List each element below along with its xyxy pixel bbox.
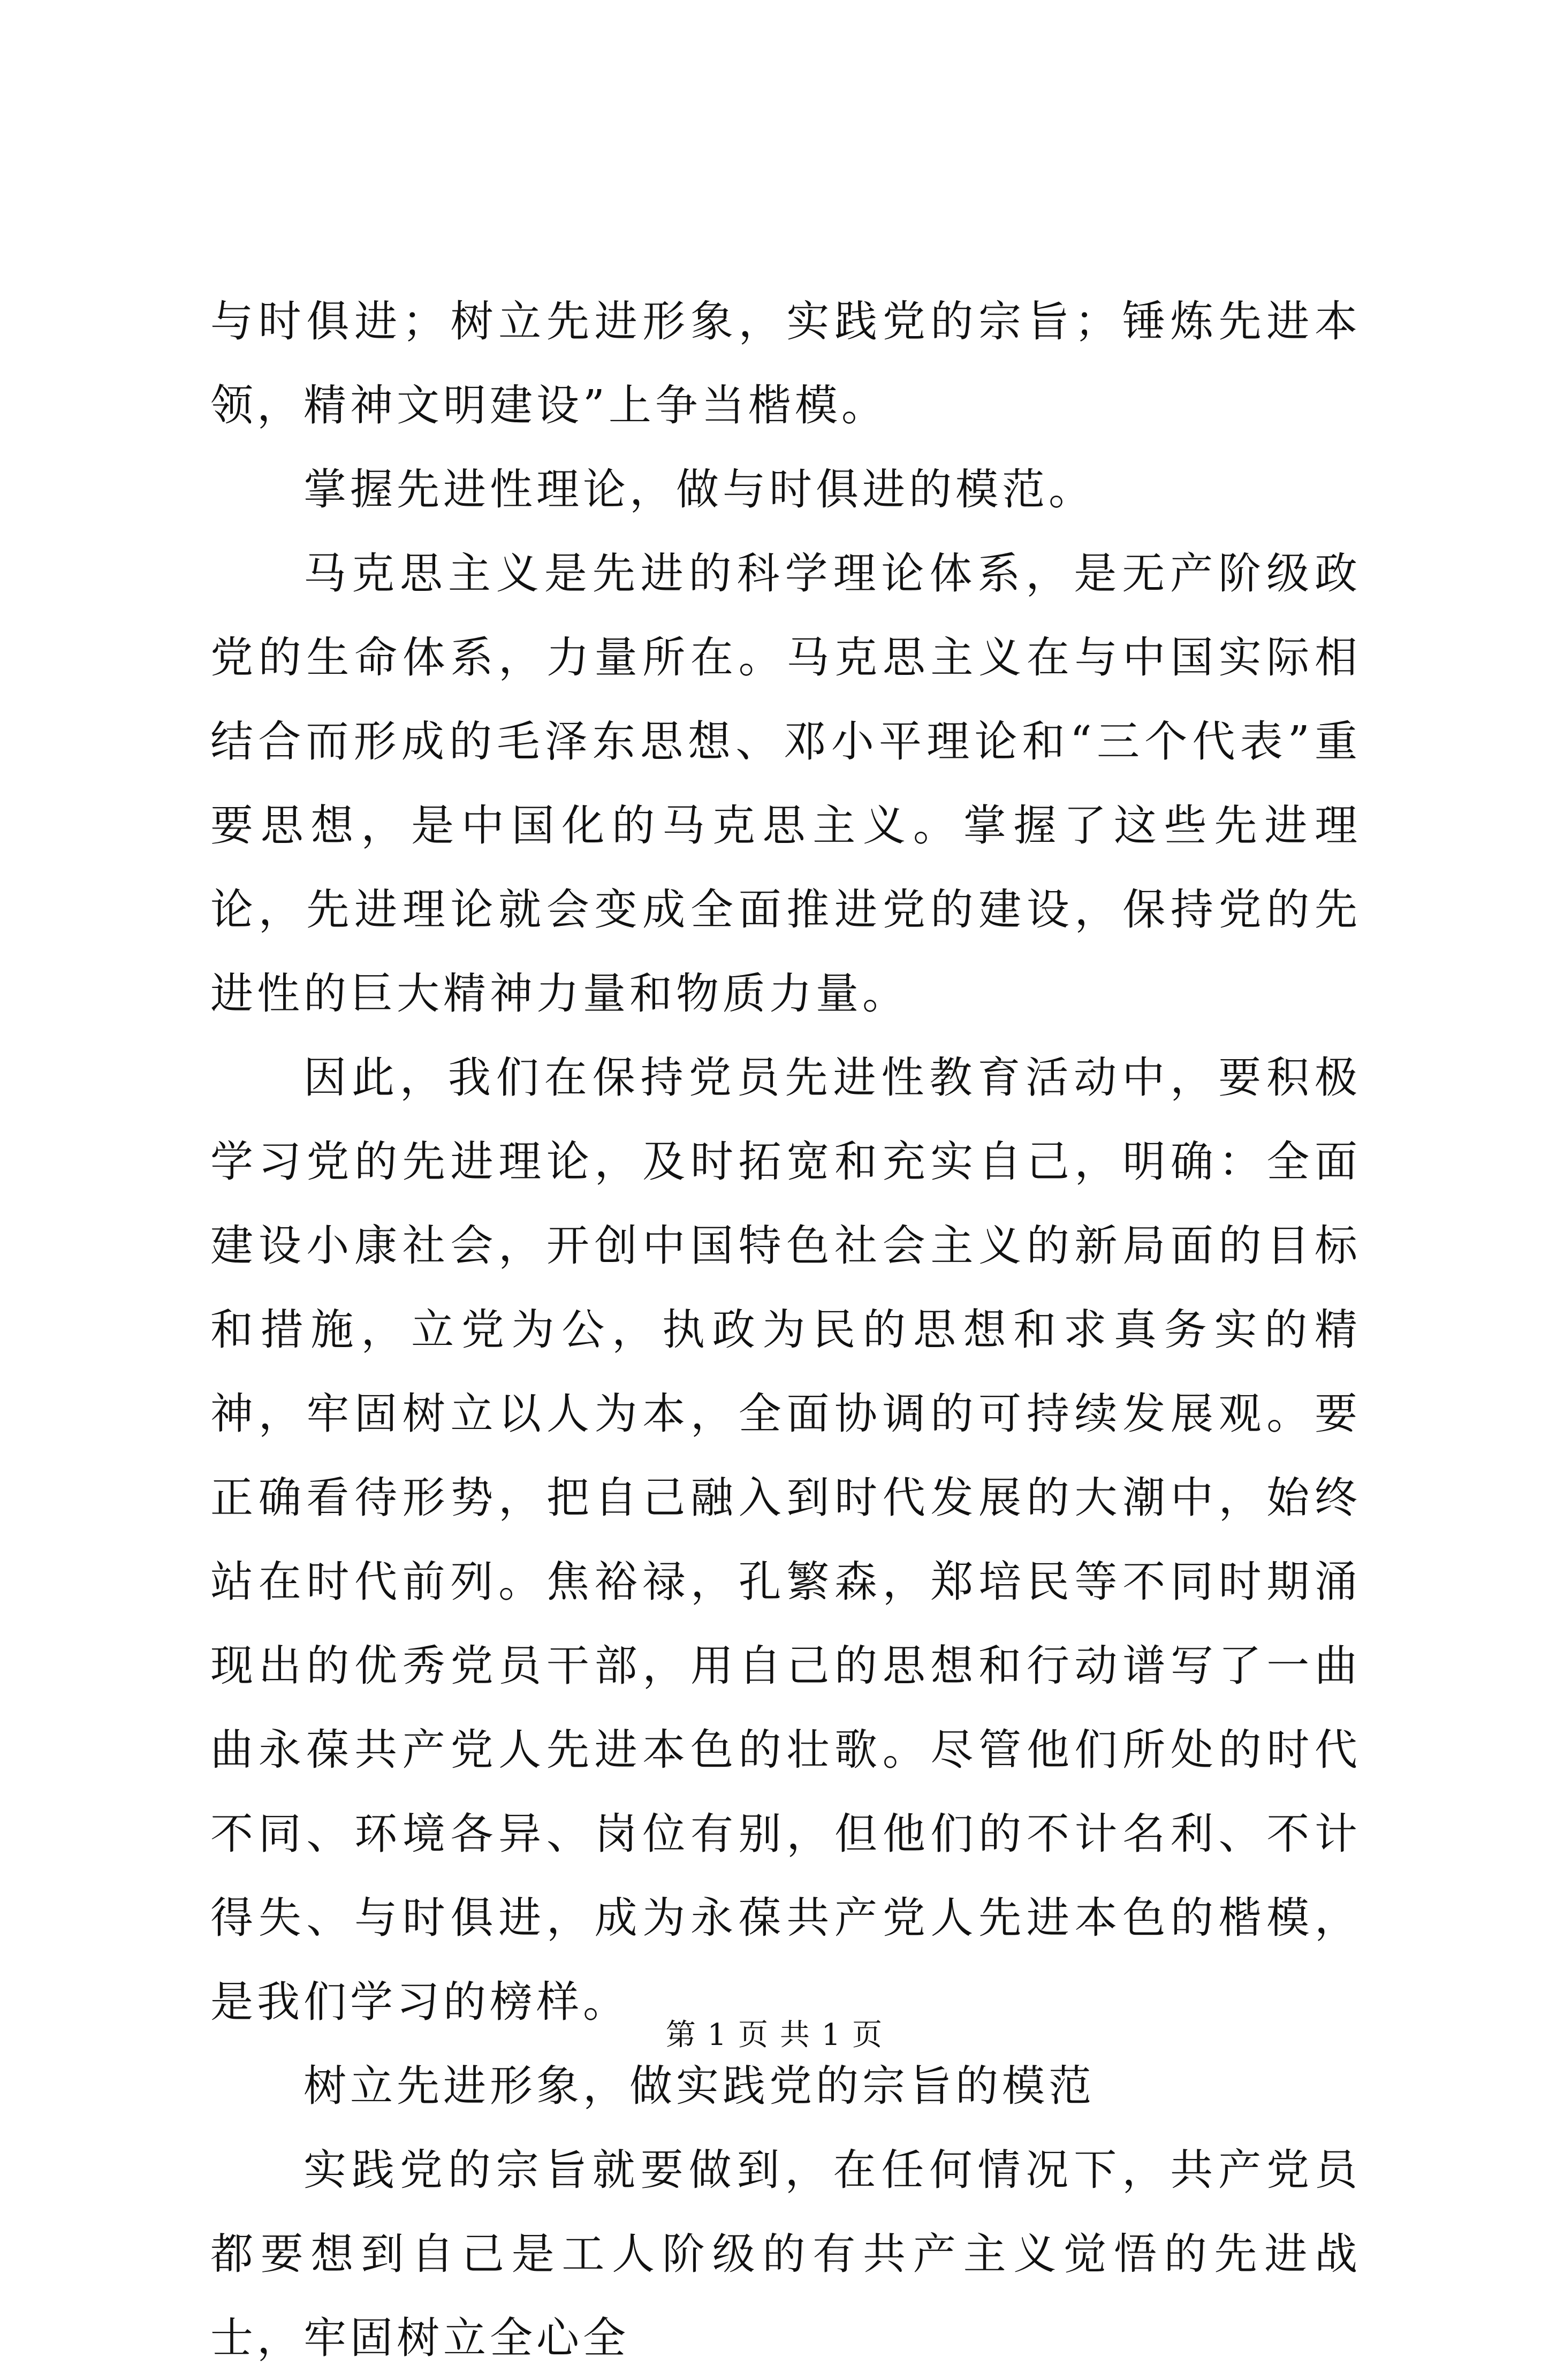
paragraph-practice: 实践党的宗旨就要做到，在任何情况下，共产党员都要想到自己是工人阶级的有共产主义觉悟的先进战士，牢固树立全心全 [210,2145,1361,2363]
paragraph-therefore: 因此，我们在保持党员先进性教育活动中，要积极学习党的先进理论，及时拓宽和充实自己，明确：全面建设小康社会，开创中国特色社会主义的新局面的目标和措施，立党为公，执政为民的思想和求真务实的精神，牢固树立以人为本，全面协调的可持续发展观。要正确看待形势，把自己融入到时代发展的大潮中，始终站在时代前列。焦裕禄，孔繁森，郑培民等不同时期涌现出的优秀党员干部，用自己的思想和行动谱写了一曲曲永葆共产党人先进本色的壮歌。尽管他们所处的时代不同、环境各异、岗位有别，但他们的不计名利、不计得失、与时俱进，成为永葆共产党人先进本色的楷模，是我们学习的榜样。 [210,1053,1361,2027]
paragraph-marxism: 马克思主义是先进的科学理论体系，是无产阶级政党的生命体系，力量所在。马克思主义在与中国实际相结合而形成的毛泽东思想、邓小平理论和“三个代表”重要思想，是中国化的马克思主义。掌握了这些先进理论，先进理论就会变成全面推进党的建设，保持党的先进性的巨大精神力量和物质力量。 [210,549,1361,1018]
page-footer: 第 1 页 共 1 页 [665,2018,884,2052]
document-body [210,279,1361,2380]
paragraph-continuation: 与时俱进；树立先进形象，实践党的宗旨；锤炼先进本领，精神文明建设”上争当楷模。 [210,296,1361,430]
section-heading-theory: 掌握先进性理论，做与时俱进的模范。 [303,465,1095,514]
section-heading-image: 树立先进形象，做实践党的宗旨的模范 [303,2061,1095,2111]
